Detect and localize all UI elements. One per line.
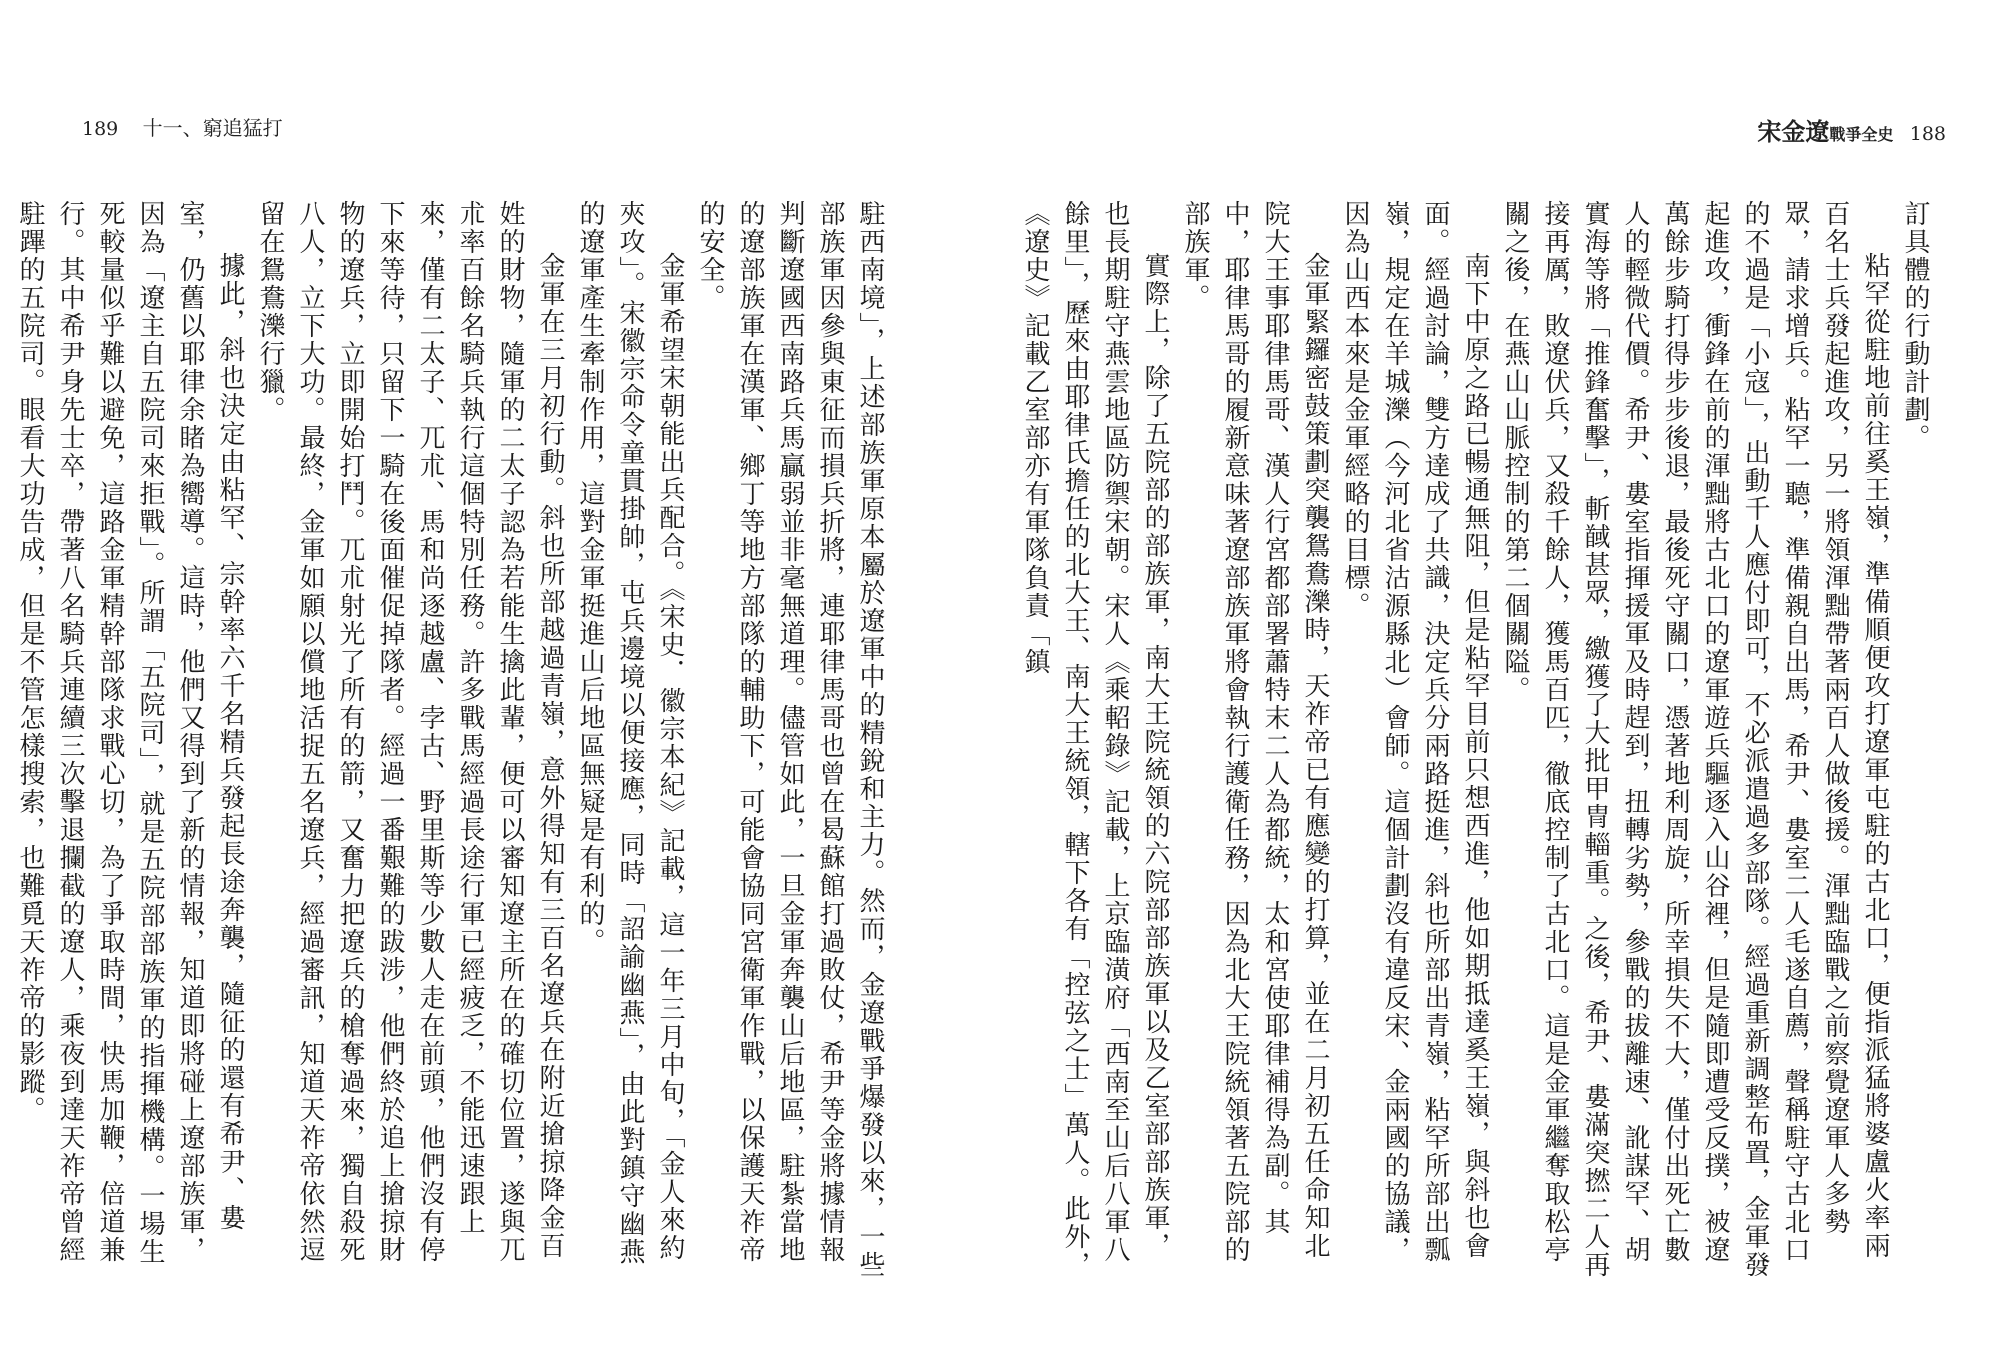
left-page-number: 189 [82,118,119,140]
book-title-main: 宋金遼 [1757,117,1830,146]
paragraph: 金軍緊鑼密鼓策劃突襲鴛鴦濼時，天祚帝已有應變的打算，並在二月初五任命知北院大王事耶律馬哥、漢人行宮都部署蕭特末二人為都統，太和宮使耶律補得為副。其中，耶律馬哥的履新意味著遼部族軍將會執行護衛任務，因為北大王院統領著五院部的部族軍。 [1180,200,1330,1264]
right-page-body [1020,200,1935,1280]
chapter-title: 十一、窮追猛打 [142,116,283,140]
paragraph: 實際上，除了五院部的部族軍，南大王院統領的六院部部族軍以及乙室部部族軍，也長期駐守燕雲地區防禦宋朝。宋人《乘軺錄》記載，上京臨潢府「西南至山后八軍八餘里」，歷來由耶律氏擔任的北大王、南大王統領，轄下各有「控弦之士」萬人。此外，《遼史》記載乙室部亦有軍隊負責「鎮 [1020,200,1170,1279]
paragraph: 金軍希望宋朝能出兵配合。《宋史．徽宗本紀》記載，這一年三月中旬，「金人來約夾攻」。宋徽宗命令童貫掛帥，屯兵邊境以便接應，同時「詔諭幽燕」，由此對鎮守幽燕的遼軍產生牽制作用，這對金軍挺進山后地區無疑是有利的。 [575,200,685,1266]
paragraph: 訂具體的行動計劃。 [1900,200,1930,452]
right-page-header [1757,112,1946,147]
paragraph: 駐西南境」，上述部族軍原本屬於遼軍中的精銳和主力。然而，金遼戰爭爆發以來，一些部族軍因參與東征而損兵折將，連耶律馬哥也曾在曷蘇館打過敗仗，希尹等金將據情報判斷遼國西南路兵馬贏弱並非毫無道理。儘管如此，一旦金軍奔襲山后地區，駐紮當地的遼部族軍在漢軍、鄉丁等地方部隊的輔助下，可能會協同宮衛軍作戰，以保護天祚帝的安全。 [695,200,885,1279]
paragraph: 金軍在三月初行動。斜也所部越過青嶺，意外得知有三百名遼兵在附近搶掠降金百姓的財物，隨軍的二太子認為若能生擒此輩，便可以審知遼主所在的確切位置，遂與兀朮率百餘名騎兵執行這個特別任務。許多戰馬經過長途行軍已經疲乏，不能迅速跟上來，僅有二太子、兀朮、馬和尚逐越盧、孛古、野里斯等少數人走在前頭，他們沒有停下來等待，只留下一騎在後面催促掉隊者。經過一番艱難的跋涉，他們終於追上搶掠財物的遼兵，立即開始打鬥。兀朮射光了所有的箭，又奮力把遼兵的槍奪過來，獨自殺死八人，立下大功。最終，金軍如願以償地活捉五名遼兵，經過審訊，知道天祚帝依然逗留在鴛鴦濼行獵。 [255,200,565,1264]
left-page-body [15,200,890,1280]
left-page-header [82,112,283,141]
book-title [1757,117,1893,146]
right-page-number: 188 [1909,123,1946,145]
paragraph: 粘罕從駐地前往奚王嶺，準備順便攻打遼軍屯駐的古北口，便指派猛將婆盧火率兩百名士兵發起進攻，另一將領渾黜帶著兩百人做後援。渾黜臨戰之前察覺遼軍人多勢眾，請求增兵。粘罕一聽，準備親自出馬，希尹、婁室二人毛遂自薦，聲稱駐守古北口的不過是「小寇」，出動千人應付即可，不必派遣過多部隊。經過重新調整布置，金軍發起進攻，衝鋒在前的渾黜將古北口的遼軍遊兵驅逐入山谷裡，但是隨即遭受反撲，被遼萬餘步騎打得步步後退，最後死守關口，憑著地利周旋，所幸損失不大，僅付出死亡數人的輕微代價。希尹、婁室指揮援軍及時趕到，扭轉劣勢，參戰的拔離速、訛謀罕、胡實海等將「推鋒奮擊」，斬馘甚眾，繳獲了大批甲冑輜重。之後，希尹、婁滿突撚二人再接再厲，敗遼伏兵，又殺千餘人，獲馬百匹，徹底控制了古北口。這是金軍繼奪取松亭關之後，在燕山山脈控制的第二個關隘。 [1500,200,1890,1279]
paragraph: 據此，斜也決定由粘罕、宗幹率六千名精兵發起長途奔襲，隨征的還有希尹、婁室，仍舊以耶律余睹為嚮導。這時，他們又得到了新的情報，知道即將碰上遼部族軍，因為「遼主自五院司來拒戰」。所謂「五院司」，就是五院部部族軍的指揮機構。一場生死較量似乎難以避免，這路金軍精幹部隊求戰心切，為了爭取時間，快馬加鞭，倍道兼行。其中希尹身先士卒，帶著八名騎兵連續三次擊退攔截的遼人，乘夜到達天祚帝曾經駐蹕的五院司。眼看大功告成，但是不管怎樣搜索，也難覓天祚帝的影蹤。 [15,200,245,1266]
book-title-sub: 戰爭全史 [1829,125,1894,144]
paragraph: 南下中原之路已暢通無阻，但是粘罕目前只想西進，他如期抵達奚王嶺，與斜也會面。經過討論，雙方達成了共識，決定兵分兩路挺進，斜也所部出青嶺，粘罕所部出瓢嶺，規定在羊城濼（今河北省沽源縣北）會師。這個計劃沒有違反宋、金兩國的協議，因為山西本來是金軍經略的目標。 [1340,200,1490,1264]
